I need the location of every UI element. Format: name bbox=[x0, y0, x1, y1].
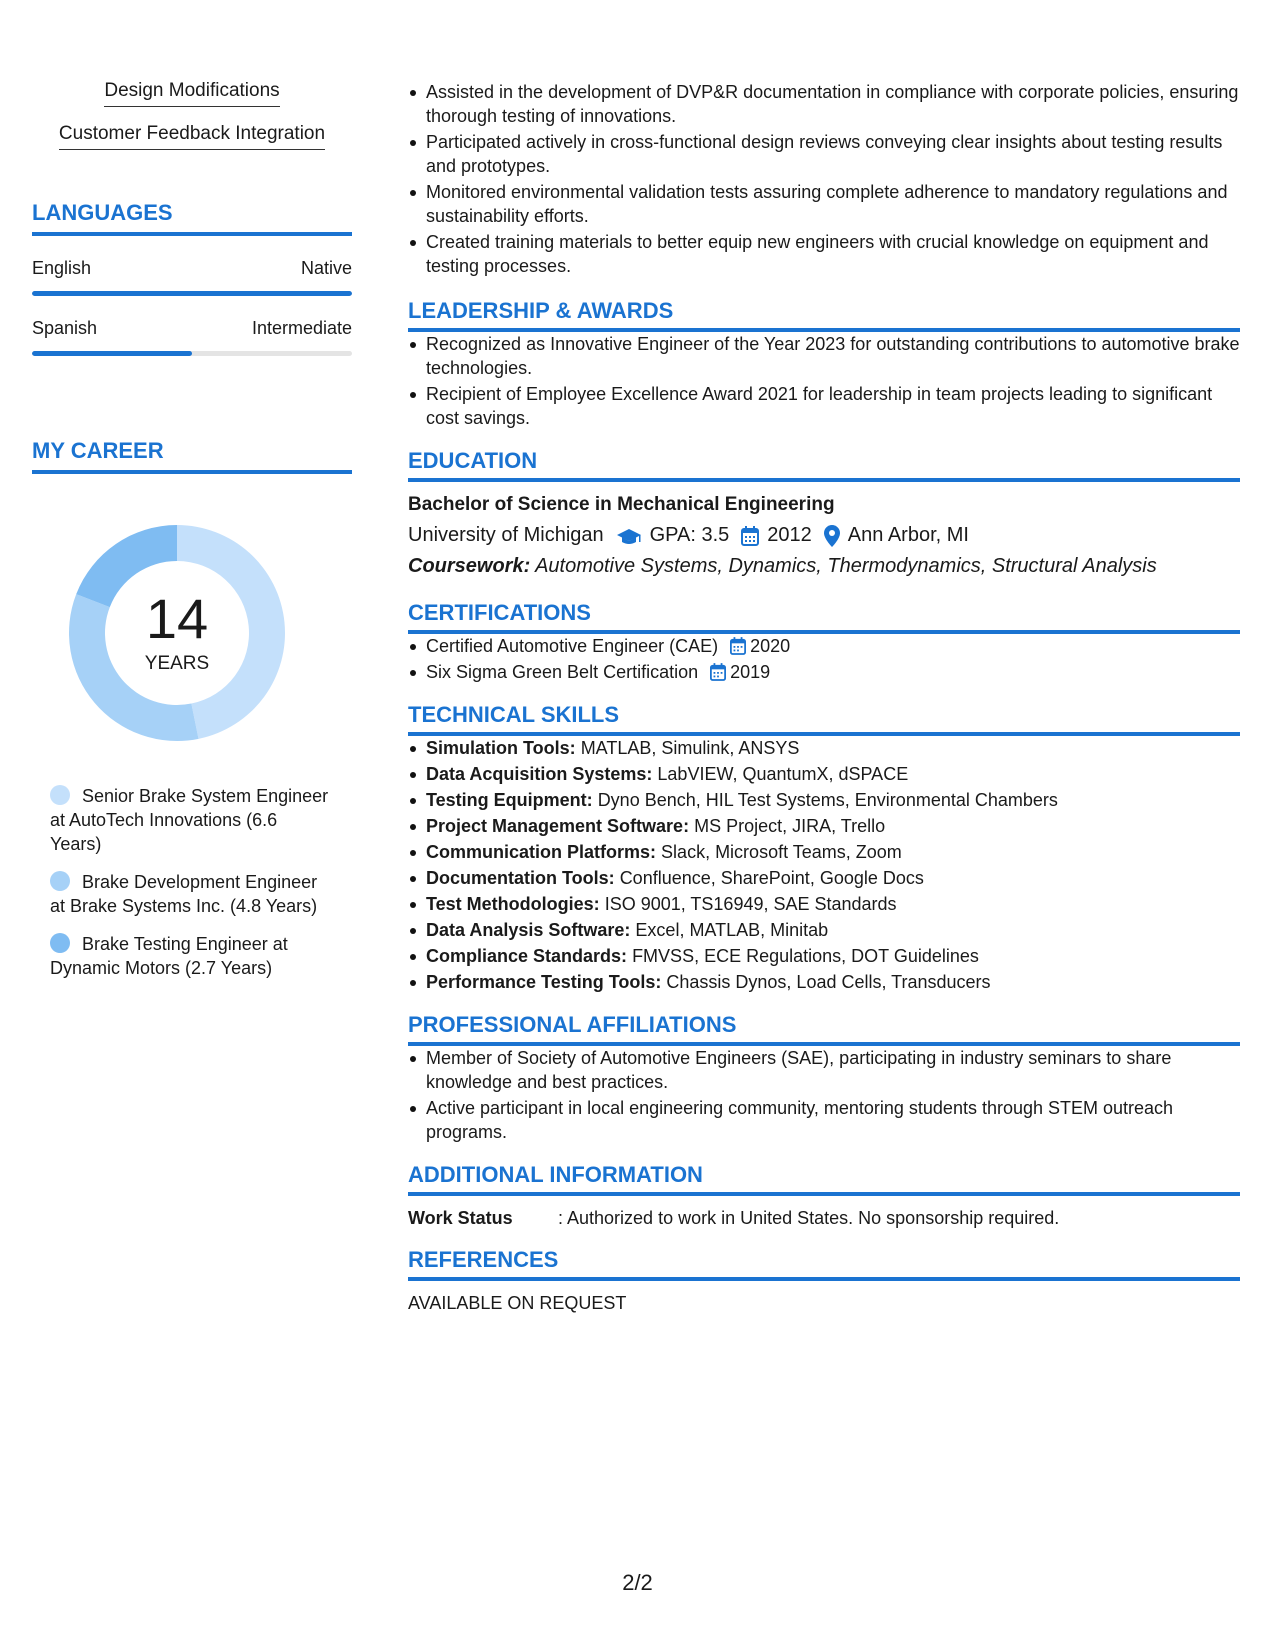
education-degree: Bachelor of Science in Mechanical Engineering bbox=[408, 494, 835, 515]
references-text: AVAILABLE ON REQUEST bbox=[408, 1293, 627, 1313]
calendar-icon bbox=[730, 637, 746, 655]
skill-item: Data Acquisition Systems: LabVIEW, QuantumX, dSPACE bbox=[426, 762, 1240, 786]
skill-item: Performance Testing Tools: Chassis Dynos, Load Cells, Transducers bbox=[426, 970, 1240, 994]
career-legend-item: Brake Testing Engineer at Dynamic Motors (2.7 Years) bbox=[50, 934, 288, 978]
strength-item: Design Modifications bbox=[32, 80, 352, 107]
certification-item: Certified Automotive Engineer (CAE) 2020 bbox=[426, 634, 1240, 658]
leadership-item: Recipient of Employee Excellence Award 2021 for leadership in team projects leading to significant cost savings. bbox=[426, 382, 1240, 430]
language-proficiency-bar bbox=[32, 291, 352, 296]
leadership-item: Recognized as Innovative Engineer of the Year 2023 for outstanding contributions to automotive brake technologies. bbox=[426, 334, 1240, 378]
languages-heading: LANGUAGES bbox=[32, 200, 352, 236]
education-year: 2012 bbox=[741, 524, 812, 547]
skill-item: Documentation Tools: Confluence, SharePoint, Google Docs bbox=[426, 866, 1240, 890]
language-entry bbox=[32, 258, 352, 296]
work-status-label: Work Status bbox=[408, 1208, 513, 1228]
strength-item: Customer Feedback Integration bbox=[32, 123, 352, 150]
affiliations-list bbox=[408, 1046, 1240, 1144]
career-legend bbox=[50, 784, 330, 980]
career-legend-item: Senior Brake System Engineer at AutoTech Innovations (6.6 Years) bbox=[50, 786, 329, 854]
location-pin-icon bbox=[824, 525, 840, 547]
skill-item: Simulation Tools: MATLAB, Simulink, ANSYS bbox=[426, 736, 1240, 760]
technical-skills-heading: TECHNICAL SKILLS bbox=[408, 702, 1240, 736]
calendar-icon bbox=[741, 526, 759, 546]
calendar-icon bbox=[710, 663, 726, 681]
affiliation-item: Member of Society of Automotive Engineers (SAE), participating in industry seminars to share knowledge and best practices. bbox=[426, 1046, 1240, 1094]
left-column bbox=[32, 80, 352, 994]
experience-bullets bbox=[408, 80, 1240, 278]
education-location: Ann Arbor, MI bbox=[824, 524, 969, 547]
career-heading: MY CAREER bbox=[32, 438, 352, 474]
education-details bbox=[408, 524, 1240, 547]
legend-dot bbox=[50, 933, 70, 953]
certifications-list bbox=[408, 634, 1240, 684]
language-proficiency-fill bbox=[32, 291, 352, 296]
language-proficiency-bar bbox=[32, 351, 352, 356]
certifications-heading: CERTIFICATIONS bbox=[408, 600, 1240, 634]
leadership-heading: LEADERSHIP & AWARDS bbox=[408, 298, 1240, 332]
education-school: University of Michigan bbox=[408, 524, 604, 546]
leadership-list bbox=[408, 332, 1240, 430]
experience-bullet: Monitored environmental validation tests assuring complete adherence to mandatory regulations and sustainability efforts. bbox=[426, 180, 1240, 228]
experience-bullet: Created training materials to better equip new engineers with crucial knowledge on equipment and testing processes. bbox=[426, 230, 1240, 278]
language-level: Native bbox=[300, 258, 352, 278]
education-coursework: Coursework: Automotive Systems, Dynamics, Thermodynamics, Structural Analysis bbox=[408, 555, 1157, 577]
right-column bbox=[408, 80, 1240, 1314]
page-number: 2/2 bbox=[622, 1570, 653, 1595]
career-legend-item: Brake Development Engineer at Brake Systems Inc. (4.8 Years) bbox=[50, 872, 318, 916]
education-heading: EDUCATION bbox=[408, 448, 1240, 482]
career-total-years: 14 bbox=[145, 587, 209, 650]
work-status-value: : Authorized to work in United States. No sponsorship required. bbox=[558, 1208, 1060, 1228]
language-entry bbox=[32, 318, 352, 356]
experience-bullet: Assisted in the development of DVP&R documentation in compliance with corporate policies, ensuring thorough testing of innovations. bbox=[426, 82, 1239, 126]
education-gpa: GPA: 3.5 bbox=[616, 524, 730, 547]
technical-skills-list bbox=[408, 736, 1240, 994]
language-proficiency-fill bbox=[32, 351, 192, 356]
graduation-cap-icon bbox=[616, 526, 642, 546]
skill-item: Compliance Standards: FMVSS, ECE Regulations, DOT Guidelines bbox=[426, 944, 1240, 968]
affiliations-heading: PROFESSIONAL AFFILIATIONS bbox=[408, 1012, 1240, 1046]
language-level: Intermediate bbox=[251, 318, 352, 338]
career-total-unit: YEARS bbox=[144, 653, 210, 674]
legend-dot bbox=[50, 871, 70, 891]
skill-item: Project Management Software: MS Project, JIRA, Trello bbox=[426, 814, 1240, 838]
legend-dot bbox=[50, 785, 70, 805]
skill-item: Test Methodologies: ISO 9001, TS16949, SAE Standards bbox=[426, 892, 1240, 916]
skill-item: Data Analysis Software: Excel, MATLAB, Minitab bbox=[426, 918, 1240, 942]
additional-info-heading: ADDITIONAL INFORMATION bbox=[408, 1162, 1240, 1196]
language-name: English bbox=[32, 258, 92, 278]
references-heading: REFERENCES bbox=[408, 1247, 1240, 1281]
skill-item: Communication Platforms: Slack, Microsoft Teams, Zoom bbox=[426, 840, 1240, 864]
work-status-row bbox=[408, 1208, 1240, 1229]
certification-item: Six Sigma Green Belt Certification 2019 bbox=[426, 660, 1240, 684]
skill-item: Testing Equipment: Dyno Bench, HIL Test Systems, Environmental Chambers bbox=[426, 788, 1240, 812]
experience-bullet: Participated actively in cross-functional design reviews conveying clear insights about testing results and prototypes. bbox=[426, 130, 1240, 178]
affiliation-item: Active participant in local engineering community, mentoring students through STEM outreach programs. bbox=[426, 1096, 1240, 1144]
career-donut-chart bbox=[62, 518, 292, 748]
language-name: Spanish bbox=[32, 318, 98, 338]
